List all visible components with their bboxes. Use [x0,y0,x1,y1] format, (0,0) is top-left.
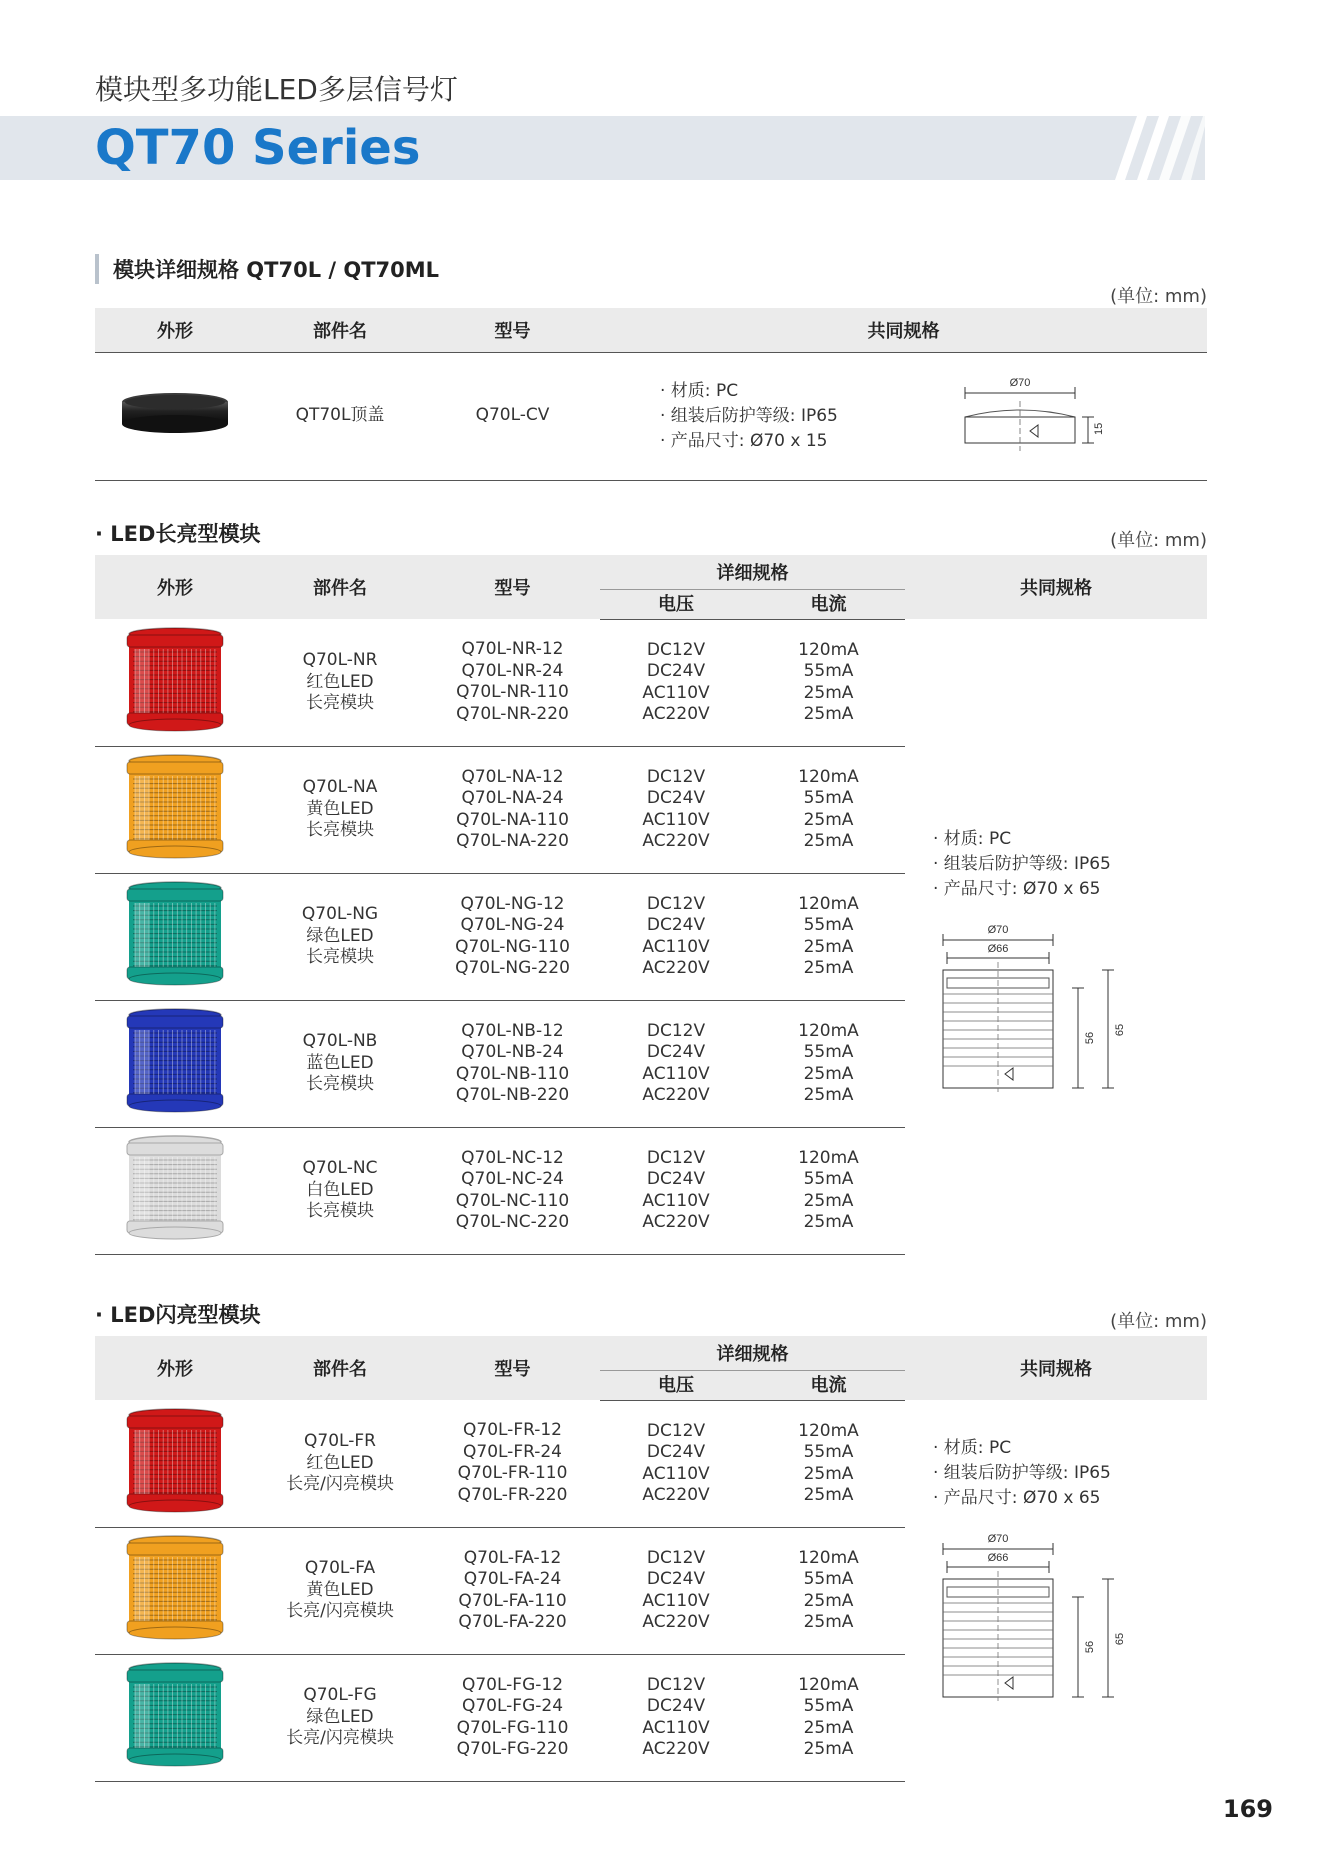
module-image-cell [95,1000,255,1127]
led-module-image [125,1006,225,1114]
model-list-line: Q70L-NB-24 [461,1042,564,1062]
model-list-line: Q70L-NB-220 [455,1085,570,1105]
section-title-cap: 模块详细规格 QT70L / QT70ML [95,254,439,284]
model-list-line: Q70L-NC-24 [461,1169,564,1189]
current-list-line: 25mA [803,1612,854,1632]
led-module-image [125,752,225,860]
voltage-list-line: DC12V [646,1020,706,1041]
part-name-line: Q70L-NC [302,1158,378,1179]
voltage-list-line: DC24V [646,788,706,808]
part-name-line: Q70L-NG [301,904,379,925]
part-name-line: 长亮模块 [306,693,374,713]
part-name-cell [255,1127,425,1254]
page-subtitle: 模块型多功能LED多层信号灯 [95,73,458,106]
common-spec-item: · 组装后防护等级: IP65 [933,1463,1111,1483]
dim-inner-diameter: Ø66 [987,943,1009,955]
module-image-cell [95,1527,255,1654]
current-list-line: 120mA [798,893,859,914]
cap-dim-diameter: Ø70 [1009,376,1031,389]
col-current: 电流 [752,588,905,619]
current-cell [752,1000,905,1127]
cap-part-name: QT70L顶盖 [255,352,425,480]
model-list-line: Q70L-NG-24 [460,915,565,935]
dim-outer-diameter: Ø70 [987,924,1009,936]
current-list [752,1421,905,1507]
part-name-line: Q70L-NB [302,1031,378,1052]
module-image-cell [95,619,255,746]
cap-spec-table [95,308,1207,481]
col-common-spec: 共同规格 [905,555,1207,619]
voltage-list-line: DC12V [646,639,706,660]
cap-drawing-cell [900,352,1207,480]
model-cell [425,1000,600,1127]
part-name-line: 红色LED [306,671,374,692]
col-part-name: 部件名 [255,308,425,352]
common-spec-item: · 产品尺寸: Ø70 x 65 [933,879,1101,899]
voltage-list-line: AC220V [642,1085,710,1105]
voltage-list-line: DC24V [646,1042,706,1062]
model-list-line: Q70L-NA-12 [461,766,564,787]
voltage-list-line: AC110V [642,1590,710,1611]
current-cell [752,1654,905,1781]
current-list-line: 55mA [803,1569,854,1589]
common-spec-item: · 材质: PC [933,1438,1012,1458]
current-list-line: 25mA [803,1190,854,1211]
part-name-line: 红色LED [306,1452,374,1473]
current-list-line: 55mA [803,1442,854,1462]
cap-spec-ip: · 组装后防护等级: IP65 [660,405,838,426]
part-name-cell [255,1527,425,1654]
voltage-list [600,1421,752,1507]
col-current: 电流 [752,1369,905,1400]
model-list-line: Q70L-NC-110 [455,1190,570,1211]
cap-dim-height: 15 [1093,422,1105,435]
col-voltage: 电压 [600,588,752,619]
current-list-line: 25mA [803,1212,854,1232]
model-list-line: Q70L-FG-220 [456,1739,569,1759]
cap-model: Q70L-CV [425,352,600,480]
table-row [95,619,1207,746]
current-list [752,640,905,726]
spacer [933,627,1207,827]
voltage-cell [600,1654,752,1781]
col-appearance: 外形 [95,1336,255,1400]
voltage-list-line: AC110V [642,809,710,830]
part-name-line: Q70L-FR [304,1431,376,1451]
cap-image-cell [95,352,255,480]
voltage-cell [600,1527,752,1654]
model-cell [425,1654,600,1781]
model-list [425,894,600,980]
dim-height-total: 65 [1114,1632,1126,1646]
led-module-image [125,1406,225,1514]
common-spec-item: · 材质: PC [933,829,1012,849]
model-list [425,1420,600,1506]
module-dimension-drawing [933,1531,1133,1701]
section-title-flash: · LED闪亮型模块 [95,1303,261,1327]
part-name-line: Q70L-FA [304,1558,376,1579]
part-name-line: 黄色LED [306,798,374,819]
common-spec-item: · 组装后防护等级: IP65 [933,854,1111,874]
common-spec-item: · 产品尺寸: Ø70 x 65 [933,1488,1101,1508]
module-image-cell [95,873,255,1000]
part-name [255,1685,425,1750]
model-cell [425,1527,600,1654]
part-name-line: 长亮模块 [306,1074,374,1095]
common-spec-cell [905,1400,1207,1781]
part-name-line: 绿色LED [306,1706,374,1727]
cap-spec-size: · 产品尺寸: Ø70 x 15 [660,430,828,451]
part-name-line: 黄色LED [306,1579,374,1600]
current-list-line: 120mA [798,1147,859,1168]
current-list-line: 120mA [798,1674,859,1695]
col-part-name: 部件名 [255,1336,425,1400]
col-part-name: 部件名 [255,555,425,619]
section-title-steady: · LED长亮型模块 [95,522,261,546]
current-list-line: 55mA [803,915,854,935]
part-name-cell [255,1000,425,1127]
model-list-line: Q70L-NB-12 [461,1020,564,1041]
current-list-line: 55mA [803,1042,854,1062]
model-list-line: Q70L-FG-110 [456,1717,569,1738]
voltage-list-line: AC110V [642,936,710,957]
part-name-line: 长亮/闪亮模块 [286,1474,394,1494]
current-list-line: 25mA [803,1739,854,1759]
model-list-line: Q70L-FA-24 [463,1569,562,1589]
current-list-line: 120mA [798,766,859,787]
spacer [933,1408,1207,1436]
current-list-line: 25mA [803,958,854,978]
part-name-line: 长亮/闪亮模块 [286,1601,394,1622]
current-list-line: 25mA [803,1463,854,1484]
voltage-list-line: DC12V [646,1147,706,1168]
part-name-line: Q70L-FG [303,1685,377,1706]
current-list-line: 25mA [803,809,854,830]
model-cell [425,873,600,1000]
cap-specs [600,352,900,480]
dim-outer-diameter: Ø70 [987,1533,1009,1545]
current-list-line: 25mA [803,831,854,851]
part-name-cell [255,619,425,746]
col-model: 型号 [425,308,600,352]
part-name-cell [255,1654,425,1781]
model-list [425,767,600,853]
voltage-list-line: DC24V [646,661,706,681]
current-list-line: 25mA [803,1717,854,1738]
part-name [255,777,425,842]
current-list [752,894,905,980]
voltage-list-line: DC24V [646,1696,706,1716]
model-cell [425,1127,600,1254]
model-cell [425,746,600,873]
current-list-line: 55mA [803,788,854,808]
common-spec-cell [905,619,1207,1254]
model-cell [425,619,600,746]
voltage-list-line: AC220V [642,1485,710,1505]
voltage-cell [600,1000,752,1127]
voltage-list [600,1675,752,1761]
unit-label: (单位: mm) [1110,286,1207,307]
model-list-line: Q70L-NR-24 [461,660,564,681]
model-list-line: Q70L-FR-220 [457,1484,568,1505]
voltage-list-line: DC12V [646,893,706,914]
led-module-image [125,625,225,733]
part-name-line: 长亮/闪亮模块 [286,1728,394,1749]
voltage-list [600,640,752,726]
module-image-cell [95,1654,255,1781]
banner-stripes-decoration [1085,116,1205,180]
model-list-line: Q70L-FR-24 [463,1441,562,1462]
voltage-list-line: AC110V [642,1190,710,1211]
voltage-list-line: AC220V [642,958,710,978]
drawing-wrap [933,922,1207,1099]
voltage-list-line: AC110V [642,1063,710,1084]
current-list-line: 25mA [803,1485,854,1505]
voltage-list-line: AC220V [642,1212,710,1232]
current-list-line: 55mA [803,1169,854,1189]
current-list-line: 120mA [798,639,859,660]
flash-module-table [95,1336,1207,1782]
model-list-line: Q70L-NC-12 [461,1147,564,1168]
voltage-list-line: DC24V [646,1169,706,1189]
voltage-list-line: DC24V [646,915,706,935]
current-list-line: 25mA [803,682,854,703]
current-list-line: 120mA [798,1420,859,1441]
model-list-line: Q70L-NR-110 [456,682,569,703]
current-cell [752,873,905,1000]
table-row [95,1400,1207,1527]
model-list-line: Q70L-NC-220 [455,1212,570,1232]
voltage-list-line: AC110V [642,1717,710,1738]
voltage-list-line: AC220V [642,1612,710,1632]
voltage-cell [600,619,752,746]
current-list-line: 55mA [803,661,854,681]
part-name [255,1158,425,1223]
dim-inner-diameter: Ø66 [987,1552,1009,1564]
voltage-list-line: DC12V [646,1420,706,1441]
cap-spec-list [660,379,900,454]
part-name-line: 白色LED [306,1179,374,1200]
model-list [425,1148,600,1234]
model-list-line: Q70L-FG-24 [461,1696,564,1716]
part-name [255,904,425,969]
drawing-wrap [933,1531,1207,1708]
voltage-list-line: AC220V [642,704,710,724]
module-dimension-drawing [933,922,1133,1092]
voltage-list-line: AC110V [642,682,710,703]
col-appearance: 外形 [95,308,255,352]
model-list-line: Q70L-FR-12 [463,1420,562,1441]
current-list-line: 25mA [803,936,854,957]
current-cell [752,619,905,746]
voltage-list-line: DC12V [646,1674,706,1695]
unit-label-steady: (单位: mm) [1110,530,1207,551]
top-cap-image [120,390,230,436]
current-list-line: 120mA [798,1020,859,1041]
voltage-list-line: DC24V [646,1442,706,1462]
model-list [425,1021,600,1107]
dim-height-inner: 56 [1084,1640,1096,1654]
voltage-list [600,767,752,853]
voltage-list [600,1548,752,1634]
voltage-list-line: DC12V [646,1547,706,1568]
led-module-image [125,1533,225,1641]
model-list-line: Q70L-NR-12 [461,639,564,660]
current-list-line: 25mA [803,1085,854,1105]
part-name-cell [255,746,425,873]
model-list-line: Q70L-FA-220 [458,1612,567,1632]
model-list [425,639,600,725]
voltage-list-line: DC12V [646,766,706,787]
voltage-cell [600,1400,752,1527]
voltage-list-line: AC110V [642,1463,710,1484]
col-detail-spec: 详细规格 [600,1336,905,1369]
part-name-line: 长亮模块 [306,1201,374,1222]
part-name-line: 绿色LED [306,925,374,946]
current-list-line: 25mA [803,704,854,724]
part-name [255,1558,425,1623]
module-image-cell [95,1127,255,1254]
current-list-line: 25mA [803,1063,854,1084]
voltage-list-line: AC220V [642,831,710,851]
col-common-spec: 共同规格 [905,1336,1207,1400]
part-name-cell [255,873,425,1000]
col-model: 型号 [425,1336,600,1400]
part-name-line: Q70L-NR [302,650,378,670]
model-list-line: Q70L-NG-220 [455,958,570,978]
steady-module-table [95,555,1207,1255]
current-cell [752,746,905,873]
voltage-list-line: DC24V [646,1569,706,1589]
current-list-line: 25mA [803,1590,854,1611]
model-list-line: Q70L-NG-12 [460,893,565,914]
voltage-list [600,1148,752,1234]
model-list-line: Q70L-FR-110 [457,1463,568,1484]
current-list [752,1548,905,1634]
voltage-cell [600,1127,752,1254]
col-model: 型号 [425,555,600,619]
part-name-line: Q70L-NA [302,777,378,798]
part-name-cell [255,1400,425,1527]
module-image-cell [95,1400,255,1527]
model-list-line: Q70L-NG-110 [455,936,570,957]
led-module-image [125,879,225,987]
dim-height-total: 65 [1114,1023,1126,1037]
model-list-line: Q70L-NA-220 [456,831,569,851]
model-list-line: Q70L-NA-24 [461,788,564,808]
part-name-line: 长亮模块 [306,820,374,841]
model-list [425,1548,600,1634]
model-list [425,1675,600,1761]
voltage-cell [600,746,752,873]
led-module-image [125,1660,225,1768]
current-list [752,1021,905,1107]
current-list [752,1675,905,1761]
model-list-line: Q70L-FA-110 [458,1590,567,1611]
col-detail-spec: 详细规格 [600,555,905,588]
part-name [255,1031,425,1096]
dim-height-inner: 56 [1084,1031,1096,1045]
current-cell [752,1400,905,1527]
module-image-cell [95,746,255,873]
model-cell [425,1400,600,1527]
current-cell [752,1127,905,1254]
part-name [255,1431,425,1496]
voltage-cell [600,873,752,1000]
current-list-line: 120mA [798,1547,859,1568]
model-list-line: Q70L-NR-220 [456,703,569,724]
page-title: QT70 Series [95,120,421,176]
voltage-list [600,894,752,980]
model-list-line: Q70L-FG-12 [461,1674,564,1695]
voltage-list [600,1021,752,1107]
current-cell [752,1527,905,1654]
col-voltage: 电压 [600,1369,752,1400]
col-common-spec: 共同规格 [600,308,1207,352]
model-list-line: Q70L-FA-12 [463,1547,562,1568]
cap-dimension-drawing [960,373,1120,453]
current-list [752,767,905,853]
current-list-line: 55mA [803,1696,854,1716]
col-appearance: 外形 [95,555,255,619]
current-list [752,1148,905,1234]
part-name-line: 长亮模块 [306,947,374,968]
model-list-line: Q70L-NA-110 [456,809,569,830]
model-list-line: Q70L-NB-110 [455,1063,570,1084]
part-name [255,650,425,715]
part-name-line: 蓝色LED [306,1052,374,1073]
cap-spec-material: · 材质: PC [660,380,739,401]
page-number: 169 [1222,1795,1273,1823]
led-module-image [125,1133,225,1241]
voltage-list-line: AC220V [642,1739,710,1759]
unit-label-flash: (单位: mm) [1110,1311,1207,1332]
